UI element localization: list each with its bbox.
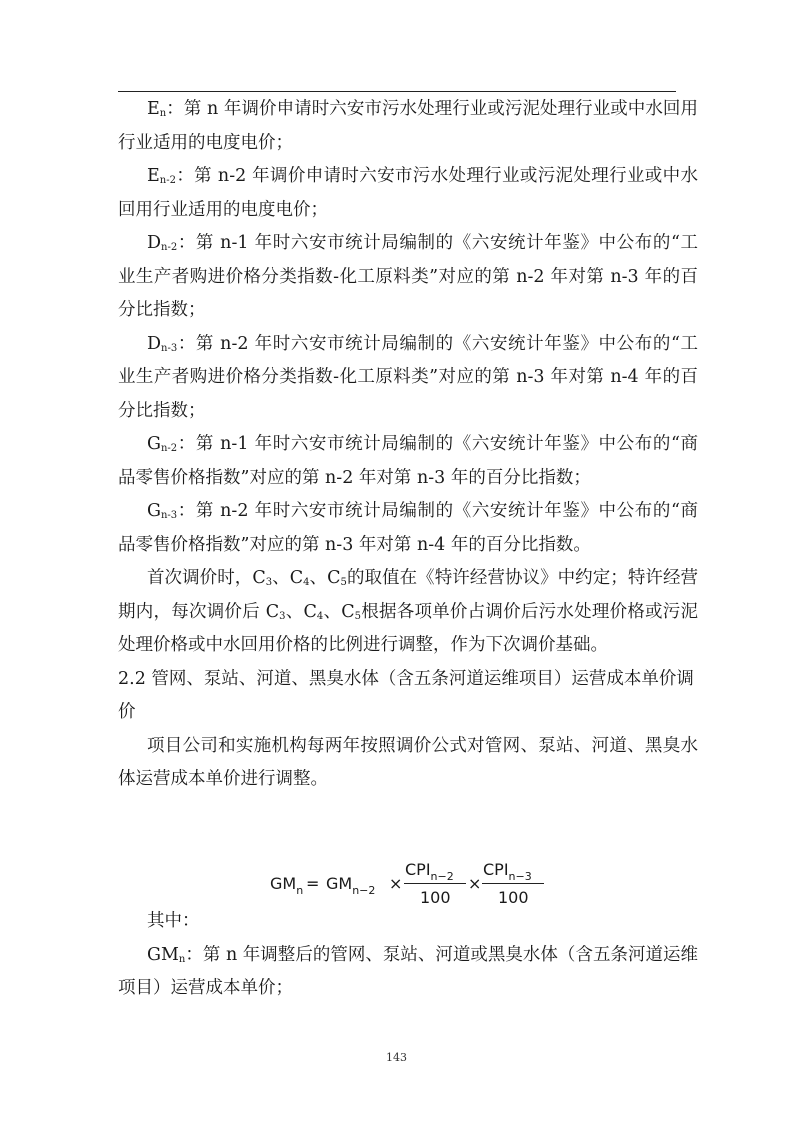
definition-gn-3: $G_{n-3}$：第 n-2 年时六安市统计局编制的《六安统计年鉴》中公布的“商品零售价格指数”对应的第 n-3 年对第 n-4 年的百分比指数。 [118, 501, 698, 555]
fraction-bar-2 [482, 883, 544, 884]
definition-gmn: $GM_n$：第 n 年调整后的管网、泵站、河道或黑臭水体（含五条河道运维项目）运营成本单价； [118, 944, 698, 998]
definition-en-2: $E_{n-2}$：第 n-2 年调价申请时六安市污水处理行业或污泥处理行业或中水回用行业适用的电度电价； [118, 166, 698, 220]
definition-en: $E_n$：第 n 年调价申请时六安市污水处理行业或污泥处理行业或中水回用行业适用的电度电价； [118, 99, 698, 153]
formula-num2: $CPI_{n-3}$ [483, 860, 532, 883]
section-heading: 2.2 管网、泵站、河道、黑臭水体（含五条河道运维项目）运营成本单价调价 [118, 668, 694, 722]
header-rule [118, 91, 676, 92]
first-adjust-paragraph: 首次调价时，$C_3$、$C_4$、$C_5$的取值在《特许经营协议》中约定；特许经营期内，每次调价后 $C_3$、$C_4$、$C_5$根据各项单价占调价后污水处理价格或污泥处理价格或中水回用价格的比例进行调整，作为下次调价基础。 [118, 568, 699, 655]
section-body: 项目公司和实施机构每两年按照调价公式对管网、泵站、河道、黑臭水体运营成本单价进行调整。 [118, 735, 698, 789]
formula-lhs: $GM_n$ [270, 874, 304, 897]
document-body [118, 93, 698, 797]
formula-term1: $GM_{n-2}$ [326, 874, 376, 897]
definition-dn-3: $D_{n-3}$：第 n-2 年时六安市统计局编制的《六安统计年鉴》中公布的“工业生产者购进价格分类指数-化工原料类”对应的第 n-3 年对第 n-4 年的百分比指数； [118, 333, 698, 421]
formula-times-1: × [389, 874, 403, 893]
formula-equals: = [306, 874, 320, 893]
formula-den2: 100 [498, 888, 529, 907]
where-label: 其中： [147, 911, 200, 931]
definition-dn-2: $D_{n-2}$：第 n-1 年时六安市统计局编制的《六安统计年鉴》中公布的“工业生产者购进价格分类指数-化工原料类”对应的第 n-2 年对第 n-3 年的百分比指数； [118, 233, 698, 320]
fraction-bar-1 [404, 883, 466, 884]
page-number: 143 [386, 1051, 407, 1064]
document-body-tail [118, 905, 698, 1006]
formula-den1: 100 [420, 888, 451, 907]
definition-gn-2: $G_{n-2}$：第 n-1 年时六安市统计局编制的《六安统计年鉴》中公布的“商品零售价格指数”对应的第 n-2 年对第 n-3 年的百分比指数； [118, 434, 698, 488]
formula-times-2: × [468, 874, 482, 893]
formula-num1: $CPI_{n-2}$ [405, 860, 454, 883]
